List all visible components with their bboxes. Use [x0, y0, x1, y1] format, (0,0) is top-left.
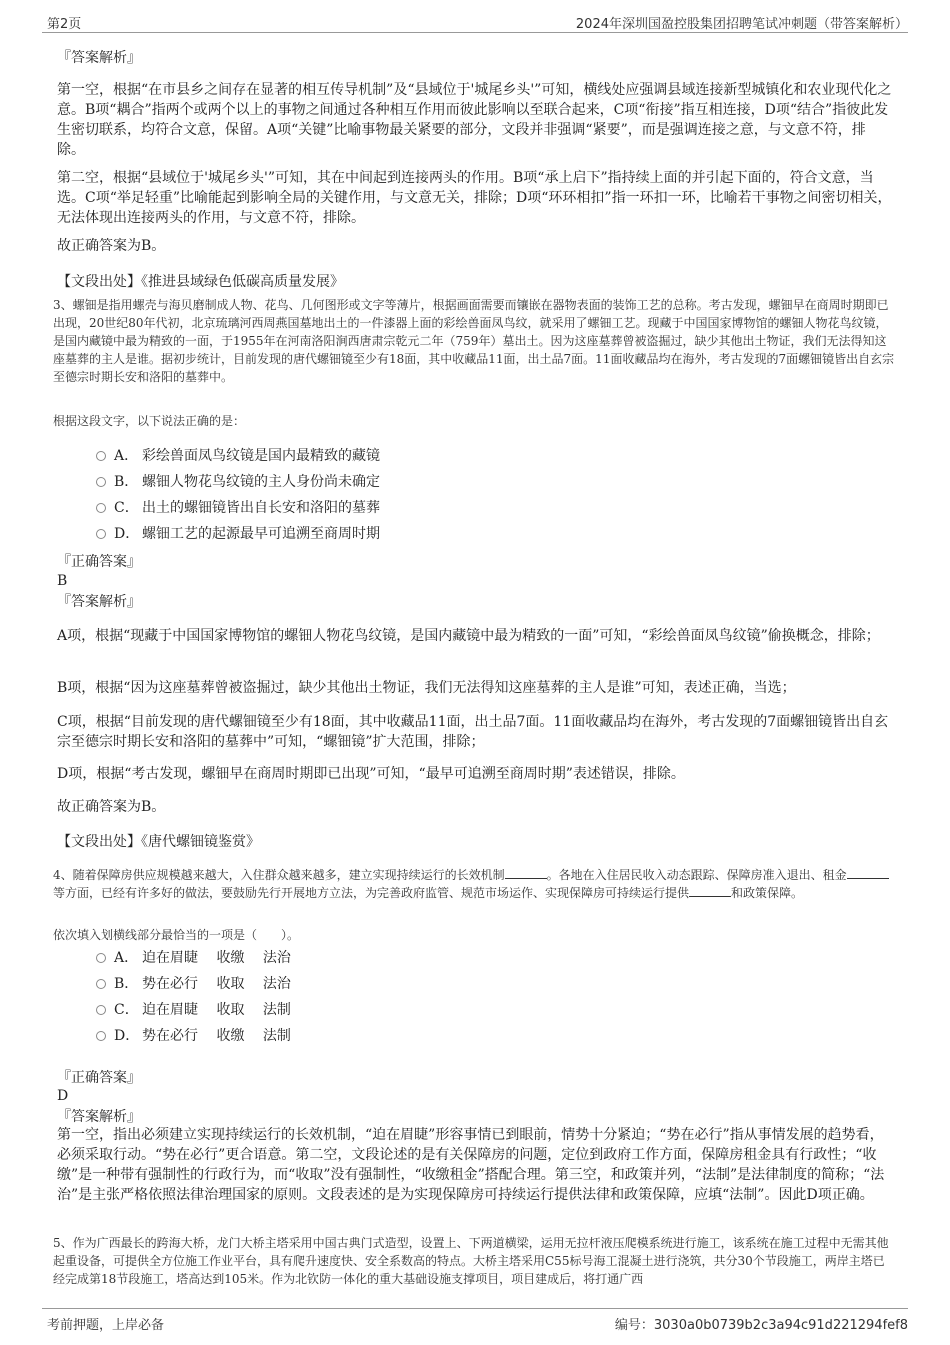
- q4-question: 依次填入划横线部分最恰当的一项是（ ）。: [53, 928, 300, 942]
- document-code: 编号：3030a0b0739b2c3a94c91d221294fef8: [614, 1318, 908, 1333]
- q3-option-b[interactable]: B． 螺钿人物花鸟纹镜的主人身份尚未确定: [96, 472, 380, 492]
- page-number: 第2页: [47, 17, 82, 32]
- blank-3: [689, 884, 731, 897]
- q4-analysis-label: 『答案解析』: [57, 1109, 141, 1125]
- q4-stem: 4、随着保障房供应规模越来越大，入住群众越来越多，建立实现持续运行的长效机制 。各地在入住居民收入动态跟踪、保障房准入退出、租金等方面，已经有许多好的做法，要鼓励先行开展地方立法，为完善政府监管、规范市场运作、实现保障房可持续运行提供 和政策保障。: [53, 866, 895, 902]
- q2-analysis-label: 『答案解析』: [57, 50, 141, 66]
- radio-icon[interactable]: [96, 979, 106, 989]
- document-title: 2024年深圳国盈控股集团招聘笔试冲刺题（带答案解析）: [575, 17, 908, 32]
- q4-option-c[interactable]: C． 迫在眉睫 收取 法制: [96, 1000, 291, 1020]
- radio-icon[interactable]: [96, 953, 106, 963]
- q3-answer: B: [57, 573, 68, 589]
- q3-analysis-b: B项，根据“因为这座墓葬曾被盗掘过，缺少其他出土物证，我们无法得知这座墓葬的主人是谁”可知，表述正确，当选；: [57, 680, 796, 696]
- page-footer: [42, 1308, 908, 1333]
- q2-source: 【文段出处】《推进县域绿色低碳高质量发展》: [57, 274, 344, 290]
- q3-option-d[interactable]: D． 螺钿工艺的起源最早可追溯至商周时期: [96, 524, 380, 544]
- q4-answer-label: 『正确答案』: [57, 1070, 141, 1086]
- q3-option-c[interactable]: C． 出土的螺钿镜皆出自长安和洛阳的墓葬: [96, 498, 380, 518]
- q3-answer-label: 『正确答案』: [57, 554, 141, 570]
- q3-analysis-a: A项，根据“现藏于中国国家博物馆的螺钿人物花鸟纹镜，是国内藏镜中最为精致的一面”可知，“彩绘兽面凤鸟纹镜”偷换概念，排除；: [57, 628, 880, 644]
- q3-conclusion: 故正确答案为B。: [57, 799, 166, 815]
- q5-stem: 5、作为广西最长的跨海大桥，龙门大桥主塔采用中国古典门式造型，设置上、下两道横梁，运用无拉杆液压爬模系统进行施工，该系统在施工过程中无需其他起重设备，可提供全方位施工作业平台，具有爬升速度快、安全系数高的特点。大桥主塔采用C55标号海工混凝土进行浇筑，共分30个节段施工，两岸主塔已经完成第18节段施工，塔高达到105米。作为北钦防一体化的重大基础设施支撑项目，项目建成后，将打通广西: [53, 1236, 889, 1286]
- footer-note: 考前押题，上岸必备: [47, 1318, 165, 1333]
- q3-analysis-d: D项，根据“考古发现，螺钿早在商周时期即已出现”可知，“最早可追溯至商周时期”表述错误，排除。: [57, 766, 685, 782]
- radio-icon[interactable]: [96, 503, 106, 513]
- q2-analysis-para1: 第一空，根据“在市县乡之间存在显著的相互传导机制”及“县域位于'城尾乡头'”可知，横线处应强调县域连接新型城镇化和农业现代化之意。B项“耦合”指两个或两个以上的事物之间通过各种相互作用而彼此影响以至联合起来，C项“衔接”指互相连接，D项“结合”指彼此发生密切联系，均符合文意，保留。A项“关键”比喻事物最关紧要的部分，文段并非强调“紧要”，而是强调连接之意，与文意不符，排除。: [57, 82, 892, 158]
- q3-stem: 3、螺钿是指用螺壳与海贝磨制成人物、花鸟、几何图形或文字等薄片，根据画面需要而镶嵌在器物表面的装饰工艺的总称。考古发现，螺钿早在商周时期即已出现，20世纪80年代初，北京琉璃河西周燕国墓地出土的一件漆器上面的彩绘兽面凤鸟纹，就采用了螺钿工艺。现藏于中国国家博物馆的螺钿人物花鸟纹镜，是国内藏镜中最为精致的一面，于1955年在河南洛阳涧西唐肃宗乾元二年（759年）墓出土。因为这座墓葬曾被盗掘过，缺少其他出土物证，我们无法得知这座墓葬的主人是谁。据初步统计，目前发现的唐代螺钿镜至少有18面，其中收藏品11面，出土品7面。11面收藏品均在海外，考古发现的7面螺钿镜皆出自玄宗至德宗时期长安和洛阳的墓葬中。: [53, 298, 895, 384]
- q2-conclusion: 故正确答案为B。: [57, 238, 166, 254]
- q4-analysis: 第一空，指出必须建立实现持续运行的长效机制，“迫在眉睫”形容事情已到眼前，情势十分紧迫；“势在必行”指从事情发展的趋势看，必须采取行动。“势在必行”更合语意。第二空，文段论述的是有关保障房的问题，定位到政府工作方面，保障房租金具有行政性；“收缴”是一种带有强制性的行政行为，而“收取”没有强制性，“收缴租金”搭配合理。第三空，和政策并列，“法制”是法律制度的简称；“法治”是主张严格依照法律治理国家的原则。文段表述的是为实现保障房可持续运行提供法律和政策保障，应填“法制”。因此D项正确。: [57, 1127, 885, 1203]
- q3-question: 根据这段文字，以下说法正确的是：: [53, 414, 246, 428]
- q3-analysis-c: C项，根据“目前发现的唐代螺钿镜至少有18面，其中收藏品11面，出土品7面。11面收藏品均在海外，考古发现的7面螺钿镜皆出自玄宗至德宗时期长安和洛阳的墓葬中”可知，“螺钿镜”扩大范围，排除；: [57, 714, 889, 750]
- q3-option-a[interactable]: A． 彩绘兽面凤鸟纹镜是国内最精致的藏镜: [96, 446, 380, 466]
- radio-icon[interactable]: [96, 477, 106, 487]
- q2-analysis-para2: 第二空，根据“县域位于'城尾乡头'”可知，其在中间起到连接两头的作用。B项“承上启下”指持续上面的并引起下面的，符合文意，当选。C项“举足轻重”比喻能起到影响全局的关键作用，与文意无关，排除；D项“环环相扣”指一环扣一环，比喻若干事物之间密切相关，无法体现出连接两头的作用，与文意不符，排除。: [57, 170, 892, 226]
- q4-option-a[interactable]: A． 迫在眉睫 收缴 法治: [96, 948, 291, 968]
- blank-1: [505, 866, 547, 879]
- page-header: [42, 10, 908, 33]
- radio-icon[interactable]: [96, 529, 106, 539]
- blank-2: [847, 866, 889, 879]
- q3-analysis-label: 『答案解析』: [57, 594, 141, 610]
- q3-source: 【文段出处】《唐代螺钿镜鉴赏》: [57, 834, 260, 850]
- radio-icon[interactable]: [96, 451, 106, 461]
- q4-option-b[interactable]: B． 势在必行 收取 法治: [96, 974, 291, 994]
- radio-icon[interactable]: [96, 1031, 106, 1041]
- q4-answer: D: [57, 1088, 69, 1104]
- q4-option-d[interactable]: D． 势在必行 收缴 法制: [96, 1026, 291, 1046]
- radio-icon[interactable]: [96, 1005, 106, 1015]
